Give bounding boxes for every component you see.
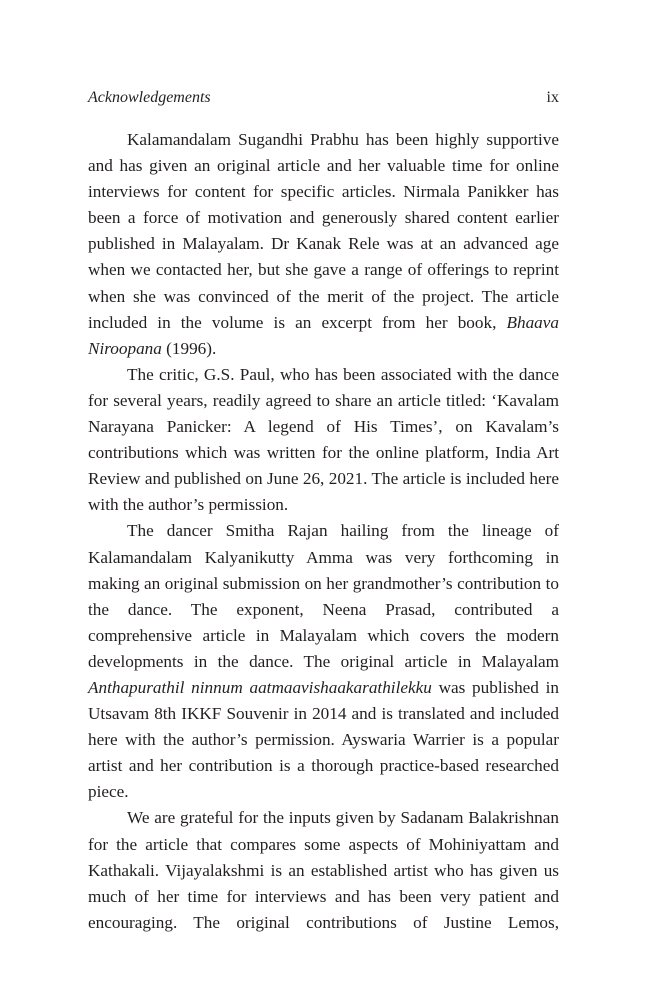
paragraph-gratitude: We are grateful for the inputs given by Sadanam Balakrishnan for the article that compares some aspects of Mohiniyattam and Kathakali. Vijayalakshmi is an established artist who has given us much of her time for interviews and has been very patient and encouraging. The original contributions of Justine Lemos, [88,808,559,932]
book-title: Bhaava Niroopana [88,312,559,358]
body-text [88,127,559,936]
paragraph-text: (1996). [161,338,217,358]
running-head [88,87,559,109]
paragraph-contributors-1 [88,127,559,362]
paragraph-gs-paul: The critic, G.S. Paul, who has been associated with the dance for several years, readily agreed to share an article titled: ‘Kavalam Narayana Panicker: A legend of His Times’, on Kavalam’s contributions which was written for the online platform, India Art Review and published on June 26, 2021. The article is included here with the author’s permission. [88,364,559,515]
paragraph-text: was published in Utsavam 8th IKKF Souvenir in 2014 and is translated and included here with the author’s permission. Ayswaria Warrier is a popular artist and her contribution is a thorough practice-based researched piece. [88,677,560,802]
article-title: Anthapurathil ninnum aatmaavishaakarathilekku [88,677,432,697]
paragraph-text: Kalamandalam Sugandhi Prabhu has been highly supportive and has given an original article and her valuable time for online interviews for content for specific articles. Nirmala Panikker has been a force of motivation and generously shared content earlier published in Malayalam. Dr Kanak Rele was at an advanced age when we contacted her, but she gave a range of offerings to reprint when she was convinced of the merit of the project. The article included in the volume is an excerpt from her book, [88,130,559,332]
running-title: Acknowledgements [88,89,211,106]
page-number: ix [546,89,559,106]
paragraph-contributors-2 [88,518,559,805]
paragraph-text: The dancer Smitha Rajan hailing from the lineage of Kalamandalam Kalyanikutty Amma was very forthcoming in making an original submission on her grandmother’s contribution to the dance. The exponent, Neena Prasad, contributed a comprehensive article in Malayalam which covers the modern developments in the dance. The original article in Malayalam [88,521,559,671]
